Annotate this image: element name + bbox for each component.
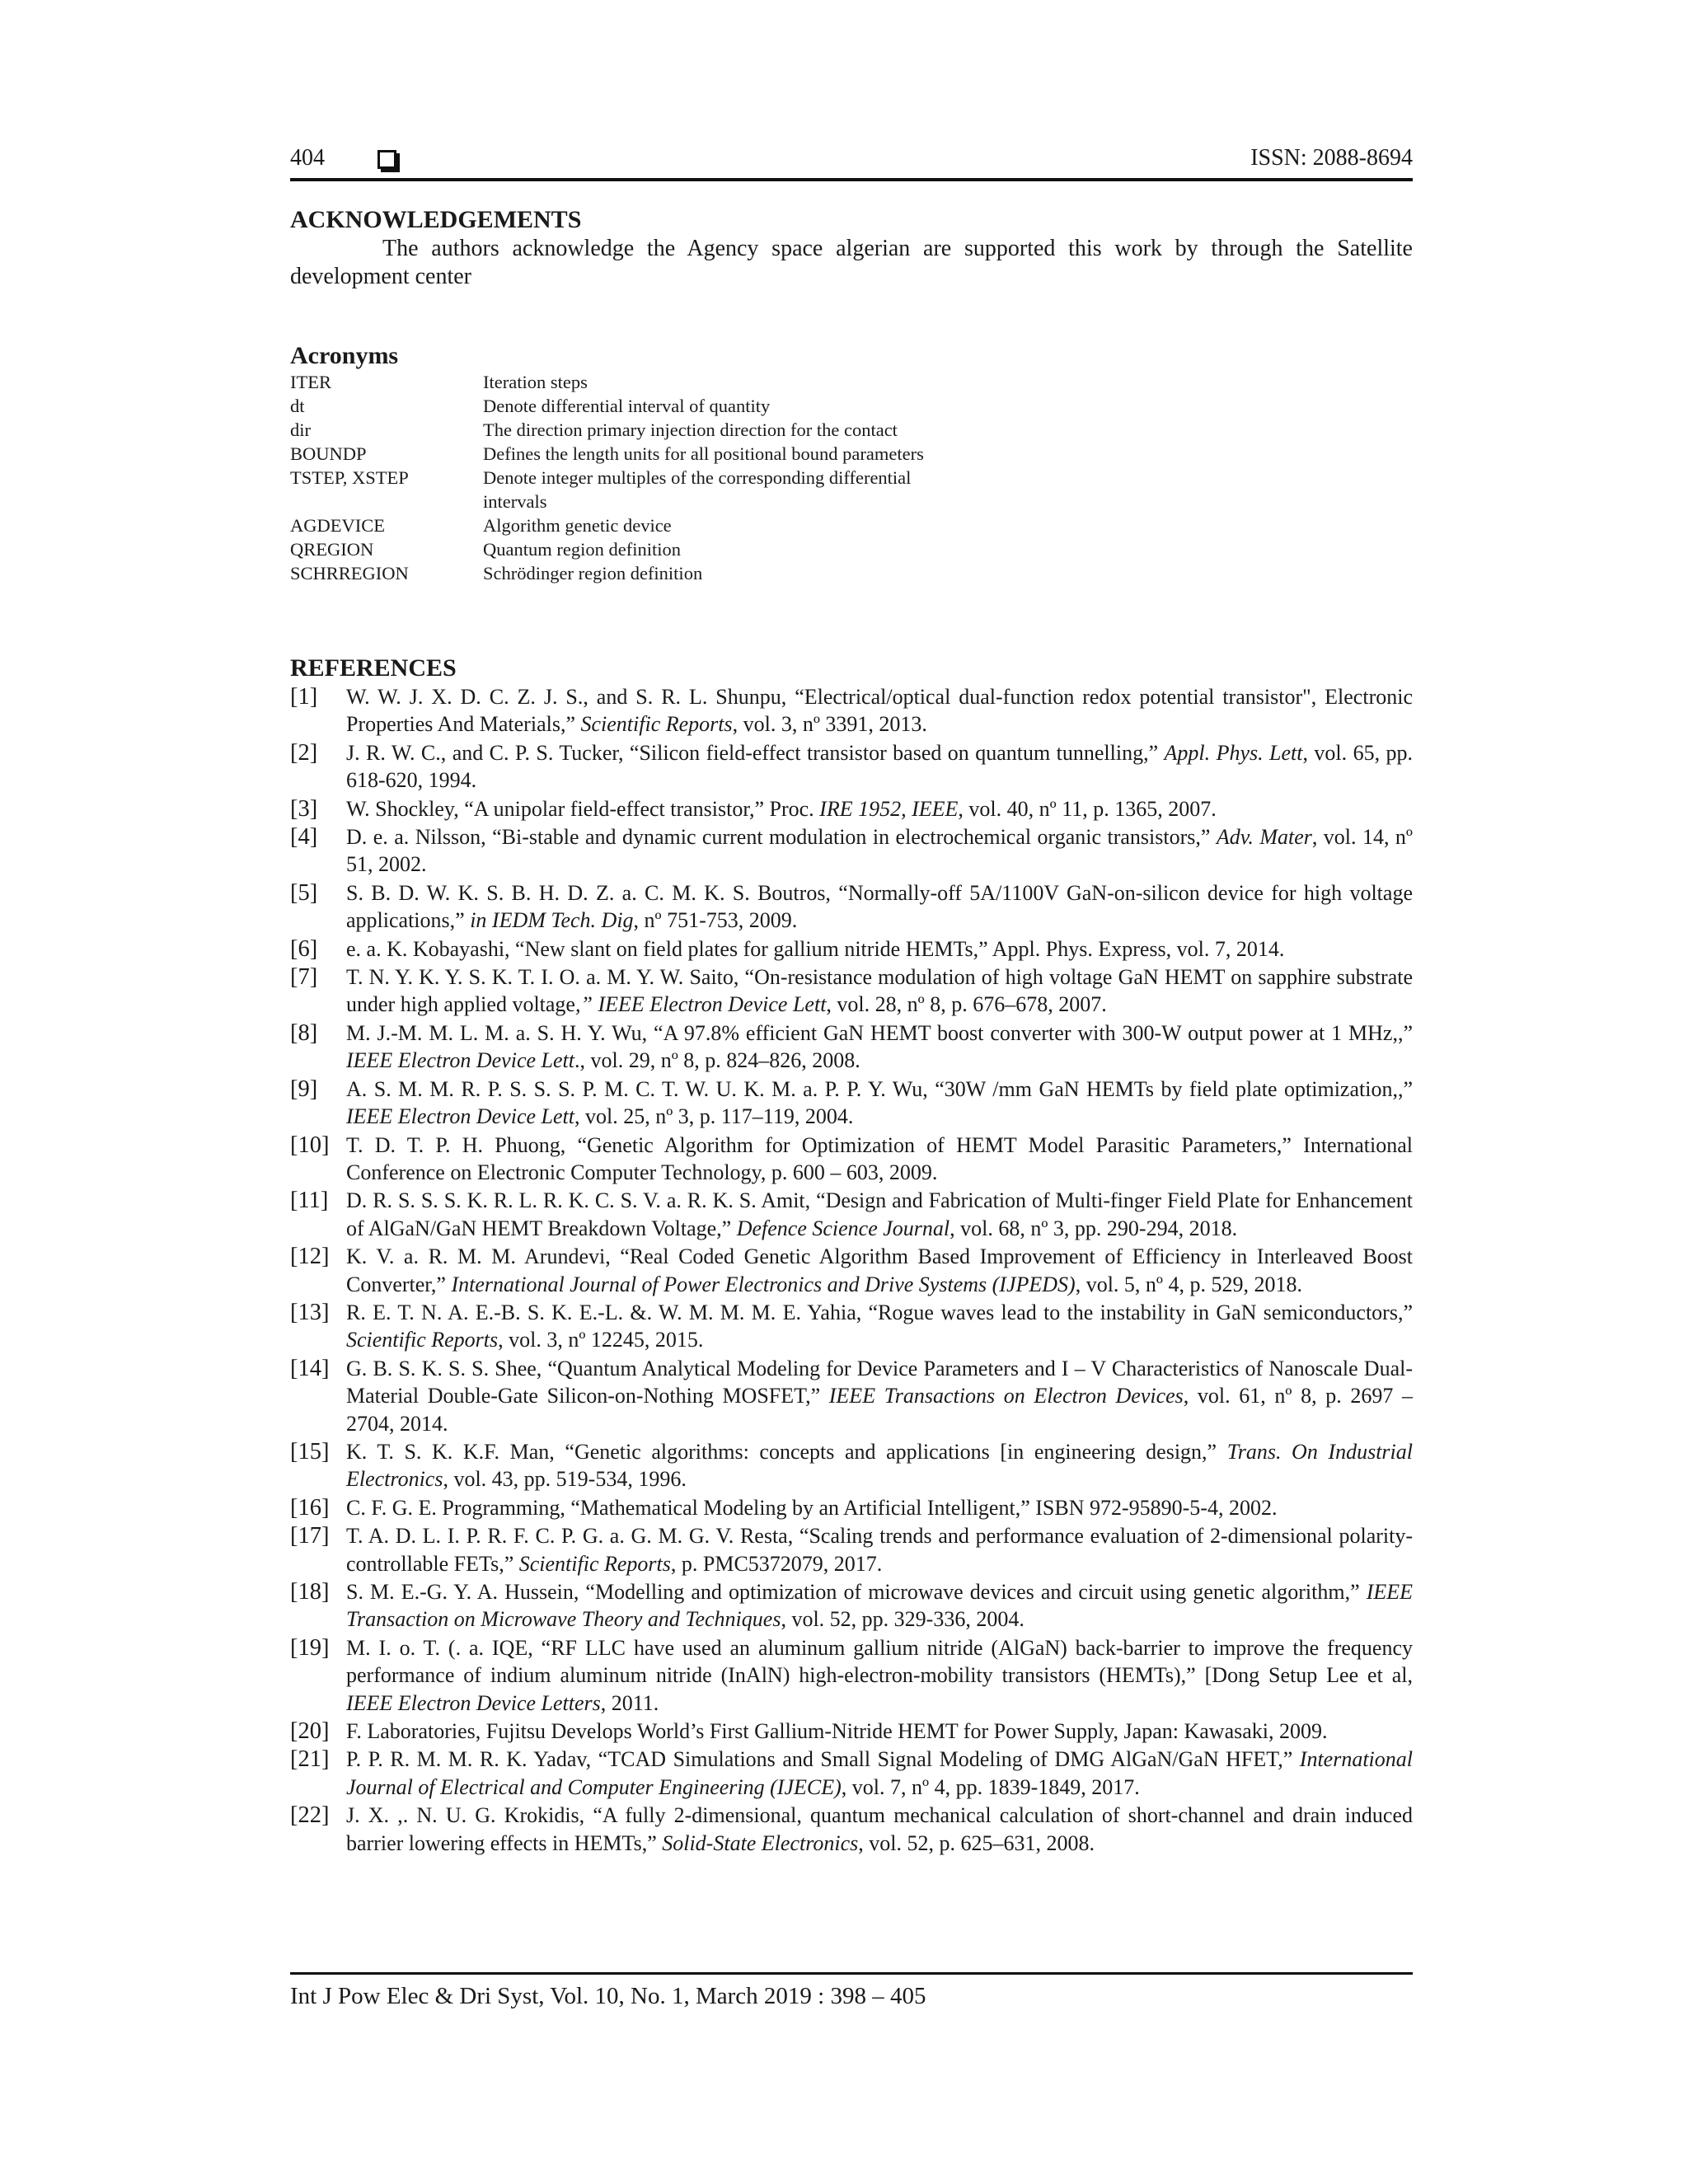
reference-details: , vol. 68, nº 3, pp. 290-294, 2018. [950,1216,1238,1240]
reference-item [290,1019,1413,1075]
reference-item [290,1076,1413,1131]
reference-item [290,739,1413,794]
acronym-row [290,466,949,513]
acronym-term: TSTEP, XSTEP [290,467,409,488]
reference-item [290,963,1413,1019]
references-heading: REFERENCES [290,654,457,682]
acronym-term: AGDEVICE [290,515,385,536]
reference-source: Defence Science Journal [736,1216,950,1240]
reference-text: S. B. D. W. K. S. B. H. D. Z. a. C. M. K. S. Boutros, “Normally-off 5A/1100V GaN-on-silicon device for high voltage applications,” [346,880,1413,933]
reference-text: J. R. W. C., and C. P. S. Tucker, “Silicon field-effect transistor based on quantum tunnelling,” [346,740,1165,765]
reference-text: F. Laboratories, Fujitsu Develops World’s First Gallium-Nitride HEMT for Power Supply, Japan: Kawasaki, 2009. [346,1719,1328,1744]
reference-number: [19] [290,1634,330,1661]
reference-details: , vol. 65, pp. 618-620, 1994. [346,740,1414,793]
reference-details: , vol. 28, nº 8, p. 676–678, 2007. [826,992,1107,1017]
reference-item [290,1802,1413,1857]
reference-item [290,1243,1413,1298]
reference-item [290,935,1413,963]
reference-item [290,1132,1413,1187]
reference-source: Scientific Reports [518,1551,671,1576]
reference-source: International Journal of Power Electronics and Drive Systems (IJPEDS) [451,1272,1076,1296]
reference-text: M. J.-M. M. L. M. a. S. H. Y. Wu, “A 97.8% efficient GaN HEMT boost converter with 300-W output power at 1 MHz,,” [346,1020,1413,1045]
reference-text: R. E. T. N. A. E.-B. S. K. E.-L. &. W. M. M. M. E. Yahia, “Rogue waves lead to the instability in GaN semiconductors,” [346,1300,1413,1324]
acronym-definition: Quantum region definition [483,539,681,560]
reference-source: Trans. On Industrial Electronics [346,1439,1413,1492]
reference-number: [4] [290,824,318,851]
reference-text: e. a. K. Kobayashi, “New slant on field plates for gallium nitride HEMTs,” Appl. Phys. Express, vol. 7, 2014. [346,936,1285,961]
reference-details: , vol. 52, p. 625–631, 2008. [858,1830,1095,1855]
acronym-term: dir [290,419,311,440]
reference-number: [11] [290,1188,329,1214]
reference-number: [10] [290,1132,330,1158]
issn-label: ISSN: 2088-8694 [1250,145,1413,171]
reference-source: IRE 1952, IEEE [819,796,959,821]
reference-item [290,1746,1413,1801]
reference-details: , nº 751-753, 2009. [633,908,798,933]
reference-text: M. I. o. T. (. a. IQE, “RF LLC have used an aluminum gallium nitride (AlGaN) back-barrier to improve the frequency performance of indium aluminum nitride (InAlN) high-electron-mobility transistors (HEMTs),” [Dong Setup Lee et al, [346,1635,1413,1688]
reference-number: [7] [290,964,318,991]
reference-source: Scientific Reports [580,712,733,737]
reference-text: P. P. R. M. M. R. K. Yadav, “TCAD Simulations and Small Signal Modeling of DMG AlGaN/GaN HFET,” [346,1747,1300,1772]
reference-item [290,1578,1413,1633]
reference-text: K. V. a. R. M. M. Arundevi, “Real Coded Genetic Algorithm Based Improvement of Efficiency in Interleaved Boost Converter,” [346,1244,1413,1296]
page-number: 404 [290,145,325,171]
acronym-definition: Defines the length units for all positional bound parameters [483,443,924,464]
reference-text: C. F. G. E. Programming, “Mathematical Modeling by an Artificial Intelligent,” ISBN 972-95890-5-4, 2002. [346,1495,1278,1520]
reference-item [290,1634,1413,1717]
acronym-term: dt [290,396,305,416]
reference-source: International Journal of Electrical and Computer Engineering (IJECE) [346,1747,1413,1799]
reference-source: Solid-State Electronics [662,1830,859,1855]
reference-number: [20] [290,1718,330,1745]
acronym-definition: The direction primary injection direction for the contact [483,419,898,440]
acronym-row [290,513,949,537]
reference-item [290,823,1413,879]
reference-details: , vol. 3, nº 12245, 2015. [498,1328,704,1352]
reference-item [290,1187,1413,1242]
acronym-row [290,561,949,585]
reference-number: [14] [290,1355,330,1381]
reference-text: T. D. T. P. H. Phuong, “Genetic Algorithm for Optimization of HEMT Model Parasitic Parameters,” International Conference on Electronic Computer Technology, p. 600 – 603, 2009. [346,1132,1413,1184]
reference-item [290,683,1413,738]
reference-details: , vol. 3, nº 3391, 2013. [732,712,927,737]
reference-source: Appl. Phys. Lett [1164,740,1303,765]
reference-text: W. W. J. X. D. C. Z. J. S., and S. R. L. Shunpu, “Electrical/optical dual-function redox potential transistor", Electronic Properties And Materials,” [346,685,1413,737]
references-list [290,683,1413,1858]
reference-number: [3] [290,795,318,822]
reference-number: [18] [290,1579,330,1605]
reference-item [290,1355,1413,1437]
reference-number: [13] [290,1299,330,1325]
reference-item [290,879,1413,935]
reference-text: K. T. S. K. K.F. Man, “Genetic algorithms: concepts and applications [in engineering design,” [346,1439,1227,1464]
reference-item [290,1299,1413,1354]
reference-text: D. R. S. S. S. K. R. L. R. K. C. S. V. a. R. K. S. Amit, “Design and Fabrication of Multi-finger Field Plate for Enhancement of AlGaN/GaN HEMT Breakdown Voltage,” [346,1188,1413,1240]
reference-text: D. e. a. Nilsson, “Bi-stable and dynamic current modulation in electrochemical organic transistors,” [346,825,1217,850]
acronym-definition: Algorithm genetic device [483,515,672,536]
reference-number: [6] [290,935,318,962]
acronym-row [290,418,949,442]
reference-details: , p. PMC5372079, 2017. [670,1551,883,1576]
reference-text: S. M. E.-G. Y. A. Hussein, “Modelling and optimization of microwave devices and circuit using genetic algorithm,” [346,1580,1367,1604]
reference-number: [17] [290,1523,330,1549]
reference-source: Scientific Reports [346,1328,499,1352]
acronym-definition: Denote integer multiples of the corresponding differential intervals [483,467,912,512]
reference-item [290,795,1413,823]
acronym-term: SCHRREGION [290,563,409,583]
reference-number: [22] [290,1802,330,1829]
reference-source: in IEDM Tech. Dig [470,908,634,933]
reference-source: IEEE Electron Device Letters [346,1690,601,1715]
reference-source: ,” IEEE Electron Device Lett [574,992,827,1017]
reference-number: [8] [290,1019,318,1046]
reference-number: [15] [290,1438,330,1465]
acronym-row [290,537,949,561]
acronym-term: ITER [290,372,331,392]
reference-details: , 2011. [600,1690,659,1715]
acknowledgements-text: The authors acknowledge the Agency space algerian are supported this work by through the Satellite development center [290,236,1413,289]
checkbox-square-icon [377,150,396,169]
acronyms-heading: Acronyms [290,342,399,369]
reference-text: T. N. Y. K. Y. S. K. T. I. O. a. M. Y. W. Saito, “On-resistance modulation of high voltage GaN HEMT on sapphire substrate under high applied voltage [346,965,1413,1017]
reference-source: IEEE Transactions on Electron Devices [828,1384,1184,1408]
reference-details: , vol. 52, pp. 329-336, 2004. [781,1607,1025,1632]
reference-text: J. X. ,. N. U. G. Krokidis, “A fully 2-dimensional, quantum mechanical calculation of short-channel and drain induced barrier lowering effects in HEMTs,” [346,1803,1413,1855]
reference-item [290,1438,1413,1493]
acronyms-table [290,370,949,585]
reference-details: , vol. 5, nº 4, p. 529, 2018. [1075,1272,1302,1296]
reference-item [290,1718,1413,1745]
acronym-definition: Schrödinger region definition [483,563,703,583]
acronym-definition: Denote differential interval of quantity [483,396,771,416]
reference-number: [16] [290,1494,330,1521]
reference-source: IEEE Electron Device Lett [346,1104,574,1129]
reference-source: Adv. Mater [1216,825,1312,850]
reference-details: , vol. 61, nº 8, p. 2697 – 2704, 2014. [346,1384,1413,1436]
reference-details: , vol. 7, nº 4, pp. 1839-1849, 2017. [841,1774,1140,1799]
reference-text: G. B. S. K. S. S. Shee, “Quantum Analytical Modeling for Device Parameters and I – V Characteristics of Nanoscale Dual-Material Double-Gate Silicon-on-Nothing MOSFET,” [346,1356,1413,1408]
acronym-term: BOUNDP [290,443,367,464]
acronym-row [290,394,949,418]
reference-number: [12] [290,1244,330,1270]
reference-number: [5] [290,879,318,906]
reference-text: A. S. M. M. R. P. S. S. S. P. M. C. T. W. U. K. M. a. P. P. Y. Wu, “30W /mm GaN HEMTs by field plate optimization,,” [346,1076,1413,1101]
acronym-term: QREGION [290,539,374,560]
reference-text: T. A. D. L. I. P. R. F. C. P. G. a. G. M. G. V. Resta, “Scaling trends and performance evaluation of 2-dimensional polarity-controllable FETs,” [346,1524,1413,1576]
reference-number: [9] [290,1076,318,1102]
reference-text: W. Shockley, “A unipolar field-effect transistor,” Proc. [346,796,820,821]
acronym-row [290,442,949,466]
page-footer: Int J Pow Elec & Dri Syst, Vol. 10, No. 1, March 2019 : 398 – 405 [290,1972,1413,2010]
reference-source: IEEE Electron Device Lett [346,1048,574,1073]
reference-number: [21] [290,1746,330,1773]
reference-details: , vol. 25, nº 3, p. 117–119, 2004. [574,1104,854,1129]
reference-details: , vol. 14, nº 51, 2002. [346,825,1413,877]
reference-source: IEEE Transaction on Microwave Theory and Techniques [346,1580,1413,1632]
page-header [290,145,1413,181]
reference-details: , vol. 43, pp. 519-534, 1996. [443,1467,687,1492]
reference-details: ., vol. 29, nº 8, p. 824–826, 2008. [574,1048,860,1073]
acronym-row [290,370,949,394]
acknowledgements-heading: ACKNOWLEDGEMENTS [290,206,582,233]
reference-number: [1] [290,684,318,710]
reference-item [290,1494,1413,1521]
reference-item [290,1522,1413,1577]
reference-details: , vol. 40, nº 11, p. 1365, 2007. [958,796,1217,821]
reference-number: [2] [290,739,318,766]
acronym-definition: Iteration steps [483,372,588,392]
